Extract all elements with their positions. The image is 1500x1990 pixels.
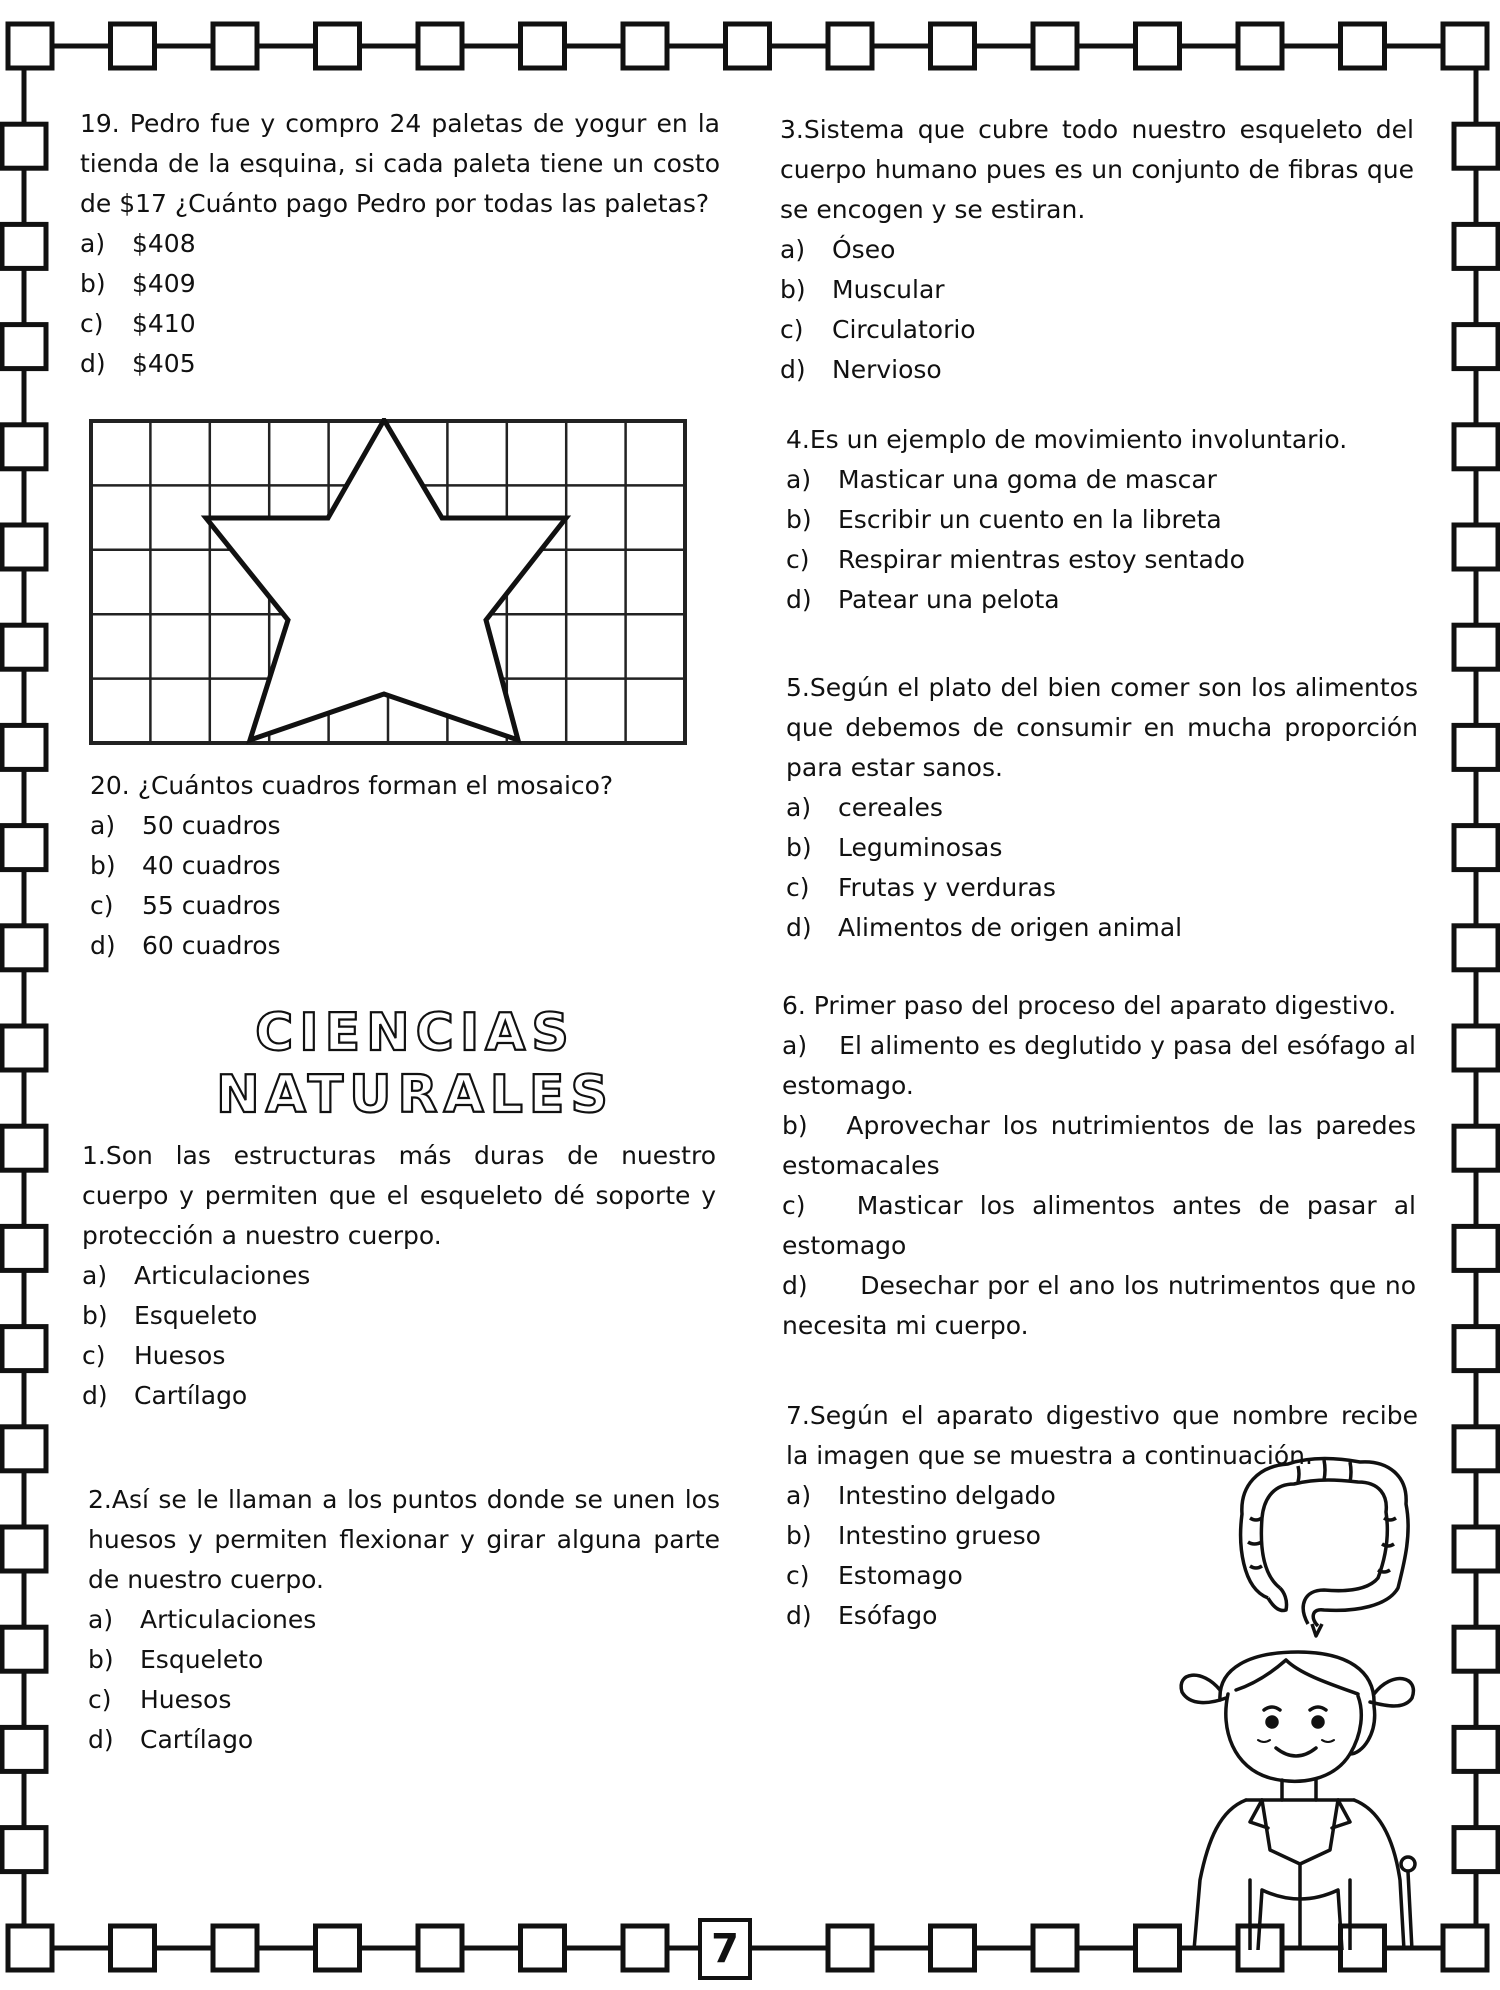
question-text: 1.Son las estructuras más duras de nuestro cuerpo y permiten que el esqueleto dé soporte y protección a nuestro cuerpo. xyxy=(82,1141,716,1250)
question-text: 2.Así se le llaman a los puntos donde se unen los huesos y permiten flexionar y girar alguna parte de nuestro cuerpo. xyxy=(88,1485,720,1594)
option-b[interactable]: b) Esqueleto xyxy=(88,1645,264,1674)
option-c[interactable]: c) Huesos xyxy=(88,1685,232,1714)
option-d[interactable]: d) 60 cuadros xyxy=(90,931,281,960)
question-c3 xyxy=(780,110,1414,390)
option-c[interactable]: c) $410 xyxy=(80,309,196,338)
girl-illustration xyxy=(1150,1650,1450,1950)
option-a[interactable]: a) Articulaciones xyxy=(88,1605,317,1634)
option-a[interactable]: a) Articulaciones xyxy=(82,1261,311,1290)
star-mosaic-figure xyxy=(88,418,688,746)
option-b[interactable]: b) 40 cuadros xyxy=(90,851,281,880)
section-title xyxy=(190,1002,640,1126)
option-b[interactable]: b) Escribir un cuento en la libreta xyxy=(786,505,1222,534)
section-title-line2: NATURALES xyxy=(216,1065,614,1125)
question-text: 3.Sistema que cubre todo nuestro esqueleto del cuerpo humano pues es un conjunto de fibras que se encogen y se estiran. xyxy=(780,115,1414,224)
option-c[interactable]: c) Masticar los alimentos antes de pasar al estomago xyxy=(782,1191,1416,1260)
option-a[interactable]: a) Masticar una goma de mascar xyxy=(786,465,1217,494)
option-c[interactable]: c) Frutas y verduras xyxy=(786,873,1056,902)
option-b[interactable]: b) Intestino grueso xyxy=(786,1521,1041,1550)
option-b[interactable]: b) $409 xyxy=(80,269,196,298)
option-b[interactable]: b) Muscular xyxy=(780,275,945,304)
option-a[interactable]: a) Intestino delgado xyxy=(786,1481,1056,1510)
question-text: 7.Según el aparato digestivo que nombre recibe la imagen que se muestra a continuación. xyxy=(786,1401,1418,1470)
question-c6 xyxy=(782,986,1416,1346)
option-c[interactable]: c) Circulatorio xyxy=(780,315,976,344)
star-shape xyxy=(206,420,566,740)
question-text: 5.Según el plato del bien comer son los alimentos que debemos de consumir en mucha proporción para estar sanos. xyxy=(786,673,1418,782)
question-text: 6. Primer paso del proceso del aparato digestivo. xyxy=(782,991,1397,1020)
option-a[interactable]: a) El alimento es deglutido y pasa del esófago al estomago. xyxy=(782,1031,1416,1100)
option-a[interactable]: a) Óseo xyxy=(780,235,896,264)
option-d[interactable]: d) Patear una pelota xyxy=(786,585,1060,614)
option-b[interactable]: b) Aprovechar los nutrimientos de las paredes estomacales xyxy=(782,1111,1417,1180)
option-d[interactable]: d) Alimentos de origen animal xyxy=(786,913,1183,942)
option-d[interactable]: d) Desechar por el ano los nutrimentos que no necesita mi cuerpo. xyxy=(782,1271,1417,1340)
section-title-line1: CIENCIAS xyxy=(255,1003,575,1063)
option-a[interactable]: a) cereales xyxy=(786,793,943,822)
option-b[interactable]: b) Esqueleto xyxy=(82,1301,258,1330)
option-b[interactable]: b) Leguminosas xyxy=(786,833,1003,862)
option-c[interactable]: c) Estomago xyxy=(786,1561,963,1590)
question-c1 xyxy=(82,1136,716,1416)
option-a[interactable]: a) 50 cuadros xyxy=(90,811,281,840)
question-20 xyxy=(90,766,710,966)
question-text: 4.Es un ejemplo de movimiento involuntario. xyxy=(786,425,1348,454)
large-intestine-illustration xyxy=(1228,1448,1428,1638)
page-number: 7 xyxy=(698,1918,752,1980)
question-text: 19. Pedro fue y compro 24 paletas de yogur en la tienda de la esquina, si cada paleta tiene un costo de $17 ¿Cuánto pago Pedro por todas las paletas? xyxy=(80,109,720,218)
question-c2 xyxy=(88,1480,720,1760)
option-d[interactable]: d) $405 xyxy=(80,349,196,378)
question-text: 20. ¿Cuántos cuadros forman el mosaico? xyxy=(90,771,614,800)
question-c5 xyxy=(786,668,1418,948)
option-c[interactable]: c) 55 cuadros xyxy=(90,891,281,920)
question-19 xyxy=(80,104,720,384)
option-d[interactable]: d) Nervioso xyxy=(780,355,942,384)
option-a[interactable]: a) $408 xyxy=(80,229,196,258)
option-d[interactable]: d) Cartílago xyxy=(82,1381,248,1410)
option-d[interactable]: d) Esófago xyxy=(786,1601,938,1630)
option-c[interactable]: c) Respirar mientras estoy sentado xyxy=(786,545,1245,574)
question-c4 xyxy=(786,420,1416,620)
option-d[interactable]: d) Cartílago xyxy=(88,1725,254,1754)
option-c[interactable]: c) Huesos xyxy=(82,1341,226,1370)
